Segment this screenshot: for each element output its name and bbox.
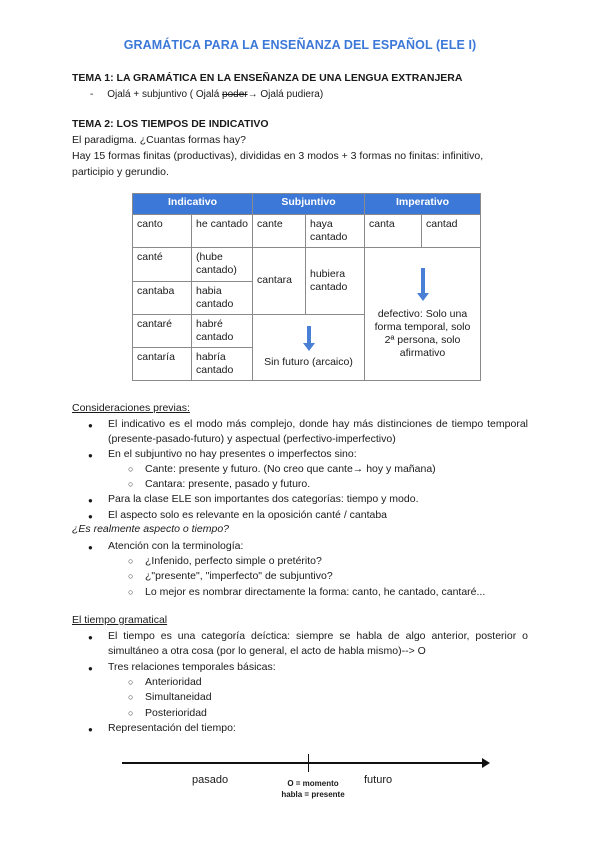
verb-paradigm-table bbox=[132, 193, 481, 381]
ind-cell: (hube cantado) bbox=[192, 248, 253, 281]
imp-cell: canta bbox=[365, 215, 422, 248]
sub-cell: cante bbox=[253, 215, 306, 248]
sub-future-note: Sin futuro (arcaico) bbox=[264, 355, 353, 368]
ind-cell: cantaré bbox=[133, 314, 192, 347]
zero-line2: habla = presente bbox=[281, 790, 345, 799]
tema1-heading: TEMA 1: LA GRAMÁTICA EN LA ENSEÑANZA DE UNA LENGUA EXTRANJERA bbox=[72, 72, 463, 84]
ind-cell: habré cantado bbox=[192, 314, 253, 347]
bullet-item: ● Representación del tiempo: bbox=[108, 721, 528, 736]
present-tick bbox=[308, 754, 309, 772]
ind-cell: habia cantado bbox=[192, 281, 253, 314]
sub-bullet-item: ○ Simultaneidad bbox=[145, 690, 212, 705]
question-line: ¿Es realmente aspecto o tiempo? bbox=[72, 523, 229, 535]
sub-cell: cantara bbox=[253, 248, 306, 315]
document-title: GRAMÁTICA PARA LA ENSEÑANZA DEL ESPAÑOL (ELE I) bbox=[123, 38, 477, 52]
ind-cell: canté bbox=[133, 248, 192, 281]
sub-cell: hubiera cantado bbox=[306, 248, 365, 315]
tema1-item-post: → Ojalá pudiera) bbox=[247, 89, 324, 100]
bullet-item: ● En el subjuntivo no hay presentes o imperfectos sino: bbox=[108, 447, 528, 462]
ind-cell: cantaría bbox=[133, 348, 192, 381]
bullet-item: ● El indicativo es el modo más complejo, donde hay más distinciones de tiempo temporal (presente-pasado-futuro) y aspectual (perfectivo-imperfectivo) bbox=[108, 417, 528, 447]
ind-cell: habría cantado bbox=[192, 348, 253, 381]
dash-marker: - bbox=[90, 89, 94, 100]
sub-bullet-item: ○ Posterioridad bbox=[145, 706, 207, 721]
sub-bullet-item: ○ Cante: presente y futuro. (No creo que cante→ hoy y mañana) bbox=[145, 462, 436, 477]
header-subjuntivo: Subjuntivo bbox=[253, 194, 365, 215]
sub-bullet-item: ○ Lo mejor es nombrar directamente la forma: canto, he cantado, cantaré... bbox=[145, 585, 485, 600]
header-indicativo: Indicativo bbox=[133, 194, 253, 215]
time-axis-arrow bbox=[122, 762, 484, 764]
imperativo-note: defectivo: Solo una forma temporal, solo 2ª persona, solo afirmativo bbox=[374, 308, 471, 360]
sub-bullet-item: ○ ¿Infenido, perfecto simple o pretérito? bbox=[145, 554, 322, 569]
tema2-line2: Hay 15 formas finitas (productivas), divididas en 3 modos + 3 formas no finitas: infinitivo, bbox=[72, 150, 484, 162]
label-futuro: futuro bbox=[364, 774, 393, 786]
ind-cell: canto bbox=[133, 215, 192, 248]
tema2-line1: El paradigma. ¿Cuantas formas hay? bbox=[72, 134, 246, 146]
zero-line1: O = momento bbox=[287, 779, 339, 788]
down-arrow-icon bbox=[307, 326, 311, 344]
tiempo-heading: El tiempo gramatical bbox=[72, 614, 168, 626]
bullet-item: ● Atención con la terminología: bbox=[108, 539, 528, 554]
tema2-heading: TEMA 2: LOS TIEMPOS DE INDICATIVO bbox=[72, 118, 269, 130]
bullet-item: ● Para la clase ELE son importantes dos categorías: tiempo y modo. bbox=[108, 492, 528, 507]
sub-cell: haya cantado bbox=[306, 215, 365, 248]
down-arrow-icon bbox=[421, 268, 425, 294]
label-pasado: pasado bbox=[192, 774, 229, 786]
imp-cell: cantad bbox=[422, 215, 481, 248]
tema1-item-strike: poder bbox=[222, 89, 248, 100]
tema1-item-pre: Ojalá + subjuntivo ( Ojalá bbox=[107, 89, 223, 100]
tema2-line3: participio y gerundio. bbox=[72, 166, 169, 178]
tema1-item bbox=[90, 89, 323, 100]
header-imperativo: Imperativo bbox=[365, 194, 481, 215]
imperativo-note-cell bbox=[365, 248, 481, 381]
sub-future-cell bbox=[253, 314, 365, 381]
bullet-item: ● El aspecto solo es relevante en la oposición canté / cantaba bbox=[108, 508, 528, 523]
consideraciones-heading: Consideraciones previas: bbox=[72, 402, 190, 414]
bullet-item: ● Tres relaciones temporales básicas: bbox=[108, 660, 528, 675]
sub-bullet-item: ○ Anterioridad bbox=[145, 675, 202, 690]
ind-cell: he cantado bbox=[192, 215, 253, 248]
sub-bullet-item: ○ Cantara: presente, pasado y futuro. bbox=[145, 477, 310, 492]
bullet-item: ● El tiempo es una categoría deíctica: siempre se habla de algo anterior, posterior o simultáneo a otra cosa (por lo general, el acto de habla mismo)--> O bbox=[108, 629, 528, 659]
ind-cell: cantaba bbox=[133, 281, 192, 314]
sub-bullet-item: ○ ¿"presente", "imperfecto" de subjuntivo? bbox=[145, 569, 333, 584]
label-zero-moment bbox=[278, 778, 348, 800]
